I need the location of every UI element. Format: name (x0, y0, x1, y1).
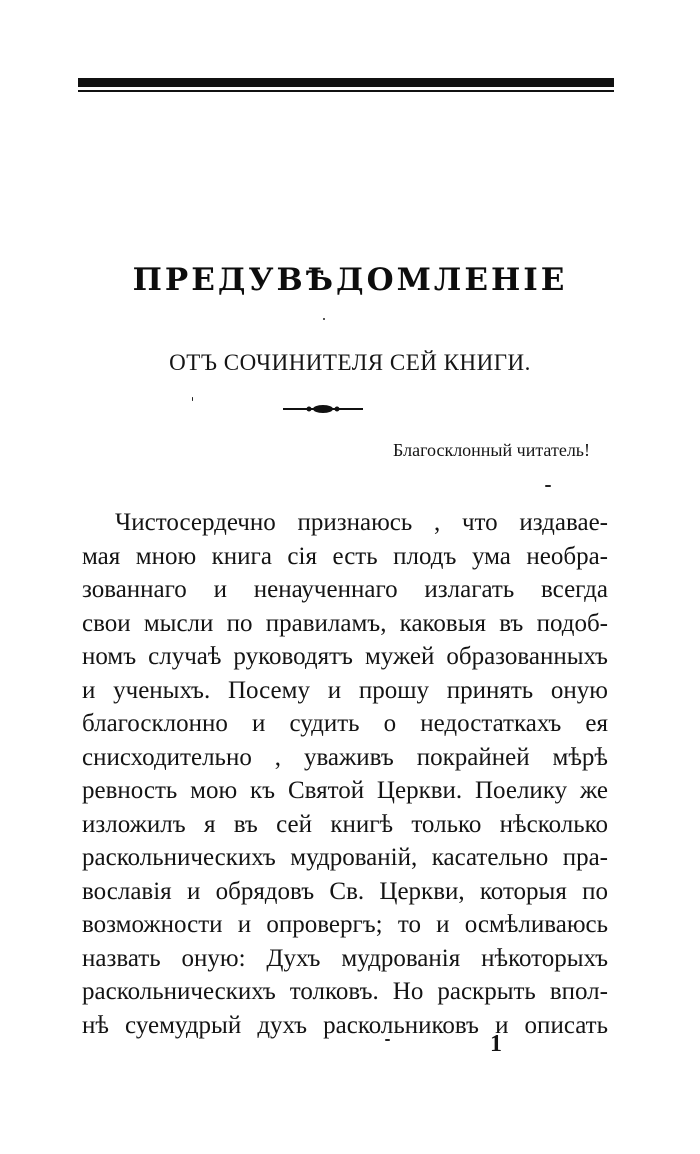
body-line: нѣ суемудрый духъ раскольниковъ и описать (82, 1011, 608, 1039)
header-rule-thick (78, 78, 614, 87)
page-subtitle: ОТЪ СОЧИНИТЕЛЯ СЕЙ КНИГИ. (169, 350, 531, 375)
body-line: раскольническихъ мудрованій, касательно пра- (82, 844, 608, 871)
page-title: ПРЕДУВѢДОМЛЕНІЕ (132, 262, 568, 298)
body-line: свои мысли по правиламъ, каковыя въ подоб- (82, 609, 608, 637)
body-line: благосклонно и судить о недостаткахъ ея (82, 710, 608, 737)
body-line: назвать оную: Духъ мудрованія нѣкоторыхъ (82, 944, 608, 972)
body-line: возможности и опровергъ; то и осмѣливаюсь (82, 911, 608, 938)
body-line: снисходительно , уваживъ покрайней мѣрѣ (82, 743, 608, 771)
body-line: мая мною книга сія есть плодъ ума необра- (82, 542, 608, 570)
body-line: и ученыхъ. Посему и прошу принять оную (82, 676, 608, 704)
body-text (82, 506, 608, 1042)
page-number: 1 (490, 1031, 502, 1057)
body-line: изложилъ я въ сей книгѣ только нѣсколько (82, 810, 608, 838)
body-line: вославія и обрядовъ Св. Церкви, которыя по (82, 877, 608, 905)
body-line: номъ случаѣ руководятъ мужей образованныхъ (82, 643, 608, 670)
body-line: ревность мою къ Святой Церкви. Поелику же (82, 777, 608, 804)
scan-speck (385, 1039, 390, 1041)
scan-speck (545, 485, 551, 487)
body-line: раскольническихъ толковъ. Но раскрыть впол- (82, 978, 608, 1005)
scan-speck (323, 318, 325, 320)
salutation: Благосклонный читатель! (393, 440, 590, 460)
ornament-divider (283, 403, 363, 415)
body-line: Чистосердечно признаюсь , что издавае- (115, 509, 608, 536)
body-line: зованнаго и ненаученнаго излагать всегда (82, 576, 608, 603)
scan-speck (192, 397, 193, 401)
header-rule-thin (78, 90, 614, 92)
